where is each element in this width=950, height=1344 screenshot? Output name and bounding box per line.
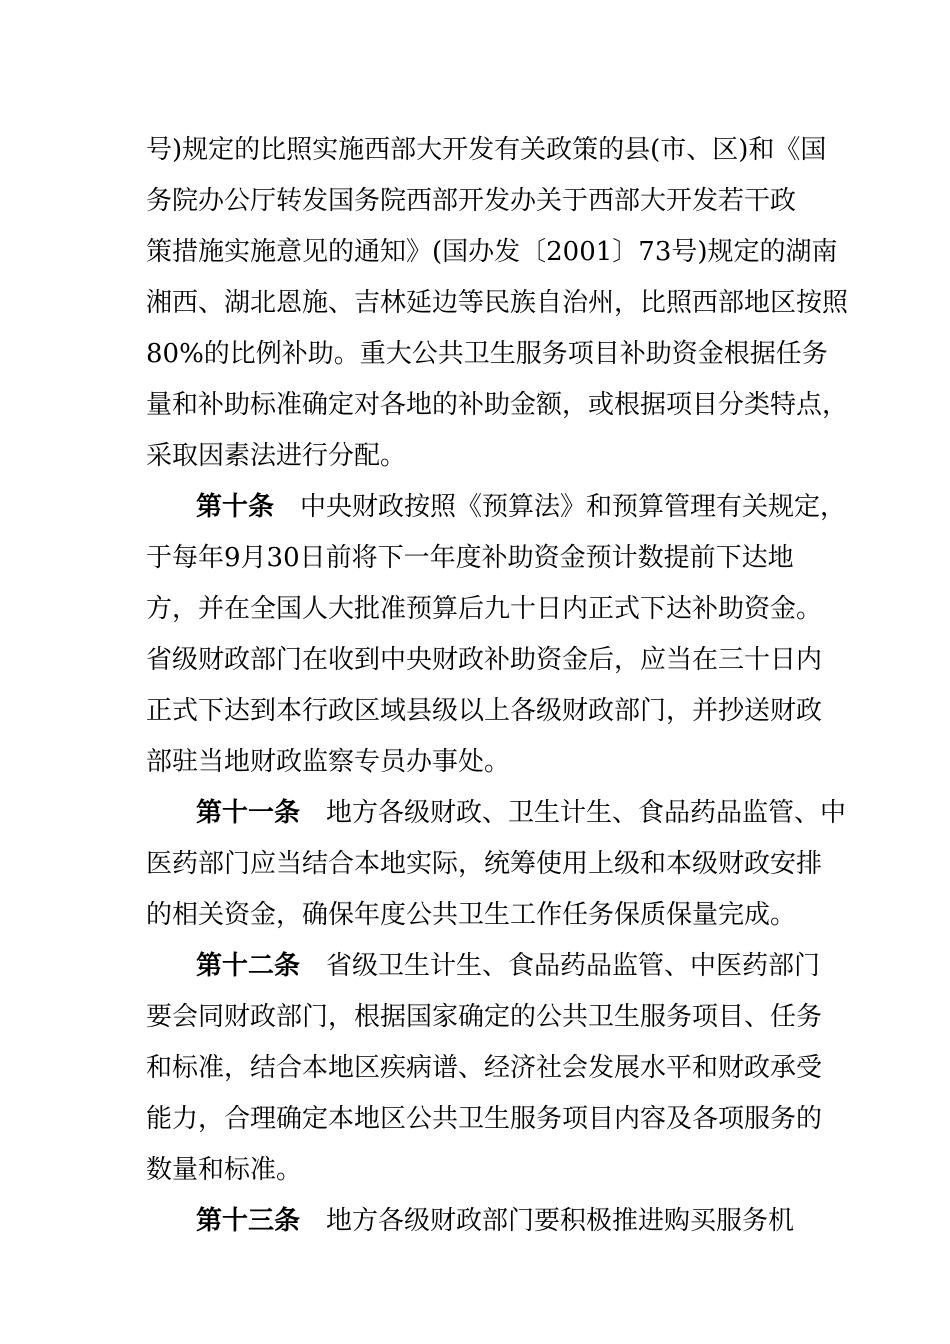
article-label: 第十二条 [196,951,301,981]
body-text: 地方各级财政部门要积极推进购买服务机 [326,1206,795,1236]
article-label: 第十三条 [196,1206,301,1236]
body-text: 中央财政按照《预算法》和预算管理有关规定， [300,492,847,522]
body-text-line: 采取因素法进行分配。 [146,441,407,471]
body-text: 地方各级财政、卫生计生、食品药品监管、中 [326,798,847,828]
body-text-line: 策措施实施意见的通知》(国办发〔2001〕73号)规定的湖南 [146,237,838,267]
body-text-line: 要会同财政部门，根据国家确定的公共卫生服务项目、任务 [146,1002,823,1032]
article-10-first-line [196,487,846,527]
body-text-line: 务院办公厅转发国务院西部开发办关于西部大开发若干政 [146,186,797,216]
body-text-line: 省级财政部门在收到中央财政补助资金后，应当在三十日内 [146,645,823,675]
body-text-line: 号)规定的比照实施西部大开发有关政策的县(市、区)和《国 [146,135,827,165]
body-text-line: 部驻当地财政监察专员办事处。 [146,747,511,777]
article-11-first-line [196,793,846,833]
article-label: 第十一条 [196,798,301,828]
article-12-first-line [196,946,820,986]
body-text-line: 和标准，结合本地区疾病谱、经济社会发展水平和财政承受 [146,1053,823,1083]
article-13-first-line [196,1201,794,1241]
body-text-line: 正式下达到本行政区域县级以上各级财政部门，并抄送财政 [146,696,823,726]
body-text-line: 80%的比例补助。重大公共卫生服务项目补助资金根据任务 [146,339,828,369]
body-text-line: 量和补助标准确定对各地的补助金额，或根据项目分类特点， [146,390,849,420]
body-text-line: 能力，合理确定本地区公共卫生服务项目内容及各项服务的 [146,1104,823,1134]
body-text-line: 湘西、湖北恩施、吉林延边等民族自治州，比照西部地区按照 [146,288,849,318]
body-text-line: 方，并在全国人大批准预算后九十日内正式下达补助资金。 [146,594,823,624]
body-text-line: 数量和标准。 [146,1155,303,1185]
body-text-line: 于每年9月30日前将下一年度补助资金预计数提前下达地 [146,543,794,573]
body-text: 省级卫生计生、食品药品监管、中医药部门 [326,951,821,981]
body-text-line: 的相关资金，确保年度公共卫生工作任务保质保量完成。 [146,900,797,930]
body-text-line: 医药部门应当结合本地实际，统筹使用上级和本级财政安排 [146,849,823,879]
article-label: 第十条 [196,492,275,522]
